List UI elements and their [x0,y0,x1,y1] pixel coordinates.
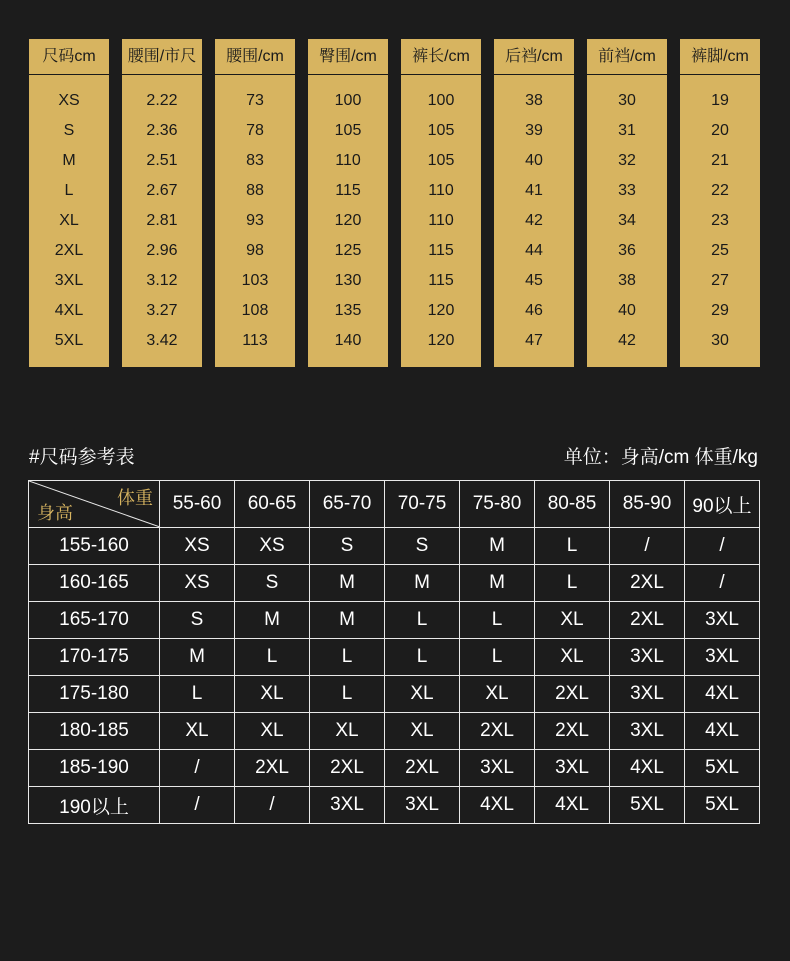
size-cell: XL [235,676,310,713]
cell-value: 100 [334,92,362,109]
cell-value: 34 [618,212,636,229]
weight-header: 80-85 [535,481,610,528]
size-cell: / [235,787,310,824]
size-cell: L [460,602,535,639]
cell-value: 105 [427,152,455,169]
size-cell: M [310,602,385,639]
size-cell: 2XL [610,602,685,639]
weight-header: 70-75 [385,481,460,528]
cell-value: 100 [427,92,455,109]
size-cell: / [160,750,235,787]
size-cell: 2XL [610,565,685,602]
size-chart [0,39,790,367]
cell-value: 78 [246,122,264,139]
weight-header: 90以上 [685,481,760,528]
size-cell: M [460,528,535,565]
size-cell: M [235,602,310,639]
waist-cm-column [215,39,295,367]
weight-header: 60-65 [235,481,310,528]
height-label: 身高 [37,503,73,523]
size-cell: S [160,602,235,639]
cell-value: 36 [618,242,636,259]
cell-value: M [62,152,76,169]
size-cell: M [310,565,385,602]
weight-header: 65-70 [310,481,385,528]
cell-value: 33 [618,182,636,199]
cell-value: 3.42 [146,332,178,349]
cell-value: XL [59,212,79,229]
cell-value: 27 [711,272,729,289]
cell-value: 42 [618,332,636,349]
length-column [401,39,481,367]
size-cell: 4XL [610,750,685,787]
column-header: 后裆/cm [494,39,574,75]
size-cell: 3XL [535,750,610,787]
cell-value: 40 [525,152,543,169]
size-cell: 3XL [610,639,685,676]
size-cell: 3XL [685,602,760,639]
size-cell: S [385,528,460,565]
height-cell: 185-190 [29,750,160,787]
size-cell: XL [460,676,535,713]
table-row [29,528,760,565]
size-cell: 3XL [460,750,535,787]
cell-value: L [64,182,74,199]
cell-value: 110 [335,152,361,169]
height-cell: 165-170 [29,602,160,639]
size-cell: XL [310,713,385,750]
size-column [29,39,109,367]
cell-value: 135 [334,302,362,319]
cell-value: XS [58,92,80,109]
cell-value: 115 [428,242,454,259]
height-cell: 180-185 [29,713,160,750]
cell-value: 125 [334,242,362,259]
cell-value: 45 [525,272,543,289]
size-cell: 3XL [685,639,760,676]
cell-value: 2.67 [146,182,178,199]
size-cell: 4XL [685,676,760,713]
column-header: 腰围/市尺 [122,39,202,75]
size-cell: L [160,676,235,713]
size-cell: / [685,528,760,565]
size-cell: 3XL [610,676,685,713]
size-cell: 2XL [310,750,385,787]
cell-value: 46 [525,302,543,319]
cell-value: 2.22 [146,92,178,109]
front-rise-column [587,39,667,367]
size-cell: L [310,639,385,676]
column-header: 裤长/cm [401,39,481,75]
cell-value: 30 [618,92,636,109]
size-cell: S [235,565,310,602]
table-row [29,565,760,602]
cell-value: 120 [334,212,362,229]
cell-value: 5XL [54,332,84,349]
reference-title: #尺码参考表 [29,447,135,468]
column-header: 臀围/cm [308,39,388,75]
size-cell: XL [160,713,235,750]
size-cell: XL [535,602,610,639]
cell-value: 23 [711,212,729,229]
cell-value: 88 [246,182,264,199]
cell-value: 29 [711,302,729,319]
cell-value: 3.27 [146,302,178,319]
cell-value: 3.12 [146,272,178,289]
size-cell: 2XL [535,713,610,750]
cell-value: 110 [428,212,454,229]
cell-value: 19 [711,92,729,109]
back-rise-column [494,39,574,367]
cell-value: 47 [525,332,543,349]
height-cell: 190以上 [29,787,160,824]
weight-header: 85-90 [610,481,685,528]
size-cell: L [385,639,460,676]
height-cell: 160-165 [29,565,160,602]
table-row [29,713,760,750]
cell-value: 105 [427,122,455,139]
weight-label: 体重 [117,488,153,508]
size-cell: 3XL [610,713,685,750]
cell-value: 22 [711,182,729,199]
size-cell: XS [235,528,310,565]
cell-value: 115 [428,272,454,289]
cell-value: 38 [618,272,636,289]
cell-value: 42 [525,212,543,229]
corner-cell [29,481,160,528]
size-cell: L [385,602,460,639]
size-reference-table [28,480,760,824]
table-row [29,676,760,713]
size-cell: 2XL [385,750,460,787]
cell-value: 98 [246,242,264,259]
cell-value: 30 [711,332,729,349]
hip-column [308,39,388,367]
table-row [29,639,760,676]
size-cell: 2XL [235,750,310,787]
size-cell: 5XL [685,787,760,824]
cell-value: 2.81 [146,212,178,229]
size-cell: XL [385,676,460,713]
cell-value: 44 [525,242,543,259]
cell-value: 73 [246,92,264,109]
cell-value: 103 [241,272,269,289]
cell-value: 113 [242,332,268,349]
cell-value: 38 [525,92,543,109]
cell-value: 2XL [54,242,84,259]
size-cell: M [160,639,235,676]
waist-shichi-column [122,39,202,367]
size-cell: L [310,676,385,713]
column-header: 前裆/cm [587,39,667,75]
cell-value: 115 [335,182,361,199]
cell-value: 105 [334,122,362,139]
weight-header: 55-60 [160,481,235,528]
column-header: 尺码cm [29,39,109,75]
size-cell: 4XL [535,787,610,824]
height-cell: 170-175 [29,639,160,676]
cell-value: 83 [246,152,264,169]
size-cell: L [460,639,535,676]
cell-value: 93 [246,212,264,229]
size-cell: / [685,565,760,602]
cell-value: 21 [711,152,729,169]
cell-value: 110 [428,182,454,199]
size-cell: S [310,528,385,565]
cell-value: S [63,122,75,139]
cell-value: 2.36 [146,122,178,139]
column-header: 裤脚/cm [680,39,760,75]
size-cell: L [235,639,310,676]
cell-value: 31 [618,122,636,139]
table-row [29,787,760,824]
cell-value: 39 [525,122,543,139]
cell-value: 108 [241,302,269,319]
size-cell: 3XL [385,787,460,824]
cell-value: 20 [711,122,729,139]
size-cell: XL [235,713,310,750]
table-row [29,602,760,639]
cell-value: 2.96 [146,242,178,259]
size-cell: XS [160,528,235,565]
size-cell: 4XL [685,713,760,750]
cell-value: 130 [334,272,362,289]
size-cell: / [160,787,235,824]
cell-value: 40 [618,302,636,319]
table-row [29,750,760,787]
size-cell: 2XL [460,713,535,750]
size-cell: 5XL [610,787,685,824]
cell-value: 120 [427,302,455,319]
cell-value: 120 [427,332,455,349]
size-cell: 5XL [685,750,760,787]
size-cell: 4XL [460,787,535,824]
column-header: 腰围/cm [215,39,295,75]
cell-value: 2.51 [146,152,178,169]
size-cell: XL [535,639,610,676]
size-cell: L [535,565,610,602]
unit-note: 单位：身高/cm 体重/kg [563,447,758,468]
size-cell: / [610,528,685,565]
size-cell: XL [385,713,460,750]
cell-value: 140 [334,332,362,349]
size-cell: M [385,565,460,602]
cell-value: 3XL [54,272,84,289]
cell-value: 41 [525,182,543,199]
weight-header: 75-80 [460,481,535,528]
height-cell: 175-180 [29,676,160,713]
header-row [29,481,760,528]
size-cell: L [535,528,610,565]
leg-opening-column [680,39,760,367]
cell-value: 32 [618,152,636,169]
cell-value: 25 [711,242,729,259]
cell-value: 4XL [54,302,84,319]
size-cell: M [460,565,535,602]
size-cell: 2XL [535,676,610,713]
size-cell: 3XL [310,787,385,824]
size-cell: XS [160,565,235,602]
height-cell: 155-160 [29,528,160,565]
